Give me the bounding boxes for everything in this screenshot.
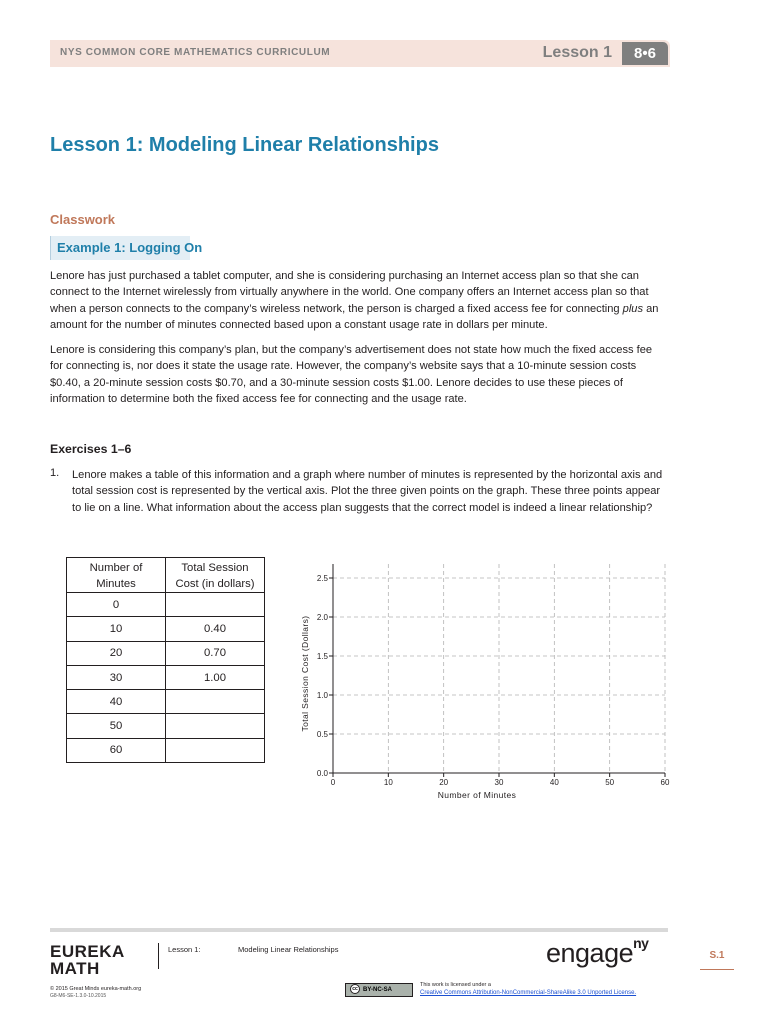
minutes-header: Number of Minutes [67,558,166,593]
y-tick-label: 1.5 [316,652,328,661]
x-tick-label: 0 [330,778,336,787]
x-tick-label: 50 [605,778,615,787]
table-row [67,738,265,762]
page-title: Lesson 1: Modeling Linear Relationships [50,134,439,156]
cost-cell[interactable] [166,593,265,617]
paragraph-2: Lenore is considering this company’s plan, but the company’s advertisement does not state how much the fixed access fee for connecting is, nor does it state the usage rate. However, the company’s website says that a 10-minute session costs $0.40, a 20-minute session costs $0.70, and a 30-minute session costs $1.00. Lenore decides to use these pieces of information to determine both the fixed access fee for connecting and the usage rate. [50,344,653,406]
x-axis-label: Number of Minutes [437,790,517,800]
footer-lesson-label: Lesson 1: [168,945,201,954]
minutes-cell: 30 [67,665,166,689]
footer-rule [50,928,668,932]
x-tick-label: 40 [549,778,559,787]
x-tick-label: 20 [439,778,449,787]
minutes-cell: 40 [67,690,166,714]
table-row [67,665,265,689]
x-tick-label: 30 [494,778,504,787]
minutes-cell: 50 [67,714,166,738]
y-tick-label: 2.5 [316,574,328,583]
paragraph-1-after: an amount for the number of minutes connected based upon a constant usage rate in dollars per minute. [50,302,659,332]
footer-divider [158,943,159,969]
eureka-math-logo: EUREKA MATH [50,942,125,978]
example-box [50,236,203,260]
table-row [67,690,265,714]
page-number: S.1 [700,950,734,970]
license-link[interactable]: Creative Commons Attribution-NonCommercial-ShareAlike 3.0 Unported License. [420,990,637,996]
x-tick-label: 10 [383,778,393,787]
paragraph-1 [50,268,668,334]
table-header-row [67,558,265,593]
example-title: Example 1: Logging On [57,240,203,255]
cost-cell[interactable] [166,690,265,714]
question-text: Lenore makes a table of this information and a graph where number of minutes is represented by the horizontal axis and total session cost is represented by the vertical axis. Plot the three given points on the graph. These three points appear to lie on a line. What information about the access plan suggests that the correct model is indeed a linear relationship? [72,469,663,514]
x-tick-label: 60 [660,778,670,787]
header-bar [50,40,670,67]
cc-icon: cc [350,984,360,994]
paragraph-1-before: Lenore has just purchased a tablet computer, and she is considering purchasing an Internet access plan so that she can connect to the Internet wirelessly from virtually anywhere in the world. One company offers an Internet access plan so that when a person connects to the company’s wireless network, the person is charged a fixed access fee for connecting [50,270,649,315]
cost-cell: 1.00 [166,665,265,689]
minutes-cell: 20 [67,641,166,665]
cost-cell[interactable] [166,738,265,762]
cc-license-badge: cc BY-NC-SA [345,983,413,997]
data-table [66,557,265,763]
y-tick-label: 1.0 [316,691,328,700]
y-tick-label: 2.0 [316,613,328,622]
cost-header: Total Session Cost (in dollars) [166,558,265,593]
footer-lesson-title: Modeling Linear Relationships [238,945,339,954]
minutes-cell: 60 [67,738,166,762]
minutes-cell: 0 [67,593,166,617]
license-text: This work is licensed under a [420,982,491,988]
exercises-heading: Exercises 1–6 [50,442,132,456]
paragraph-1-italic: plus [622,302,644,315]
table-row [67,617,265,641]
cost-cell: 0.40 [166,617,265,641]
y-axis-label: Total Session Cost (Dollars) [300,615,310,732]
copyright-text: © 2015 Great Minds eureka-math.org [50,986,142,992]
document-code: G8-M6-SE-1.3.0-10.2015 [50,993,107,999]
table-row [67,593,265,617]
question-number: 1. [50,467,60,479]
cost-graph[interactable] [292,552,672,804]
cost-cell: 0.70 [166,641,265,665]
minutes-cell: 10 [67,617,166,641]
engageny-logo: engage$^{ny}$ [546,935,649,968]
table-row [67,714,265,738]
curriculum-title: NYS COMMON CORE MATHEMATICS CURRICULUM [60,47,331,58]
y-tick-label: 0.0 [316,769,328,778]
classwork-heading: Classwork [50,212,116,227]
header-lesson: Lesson 1 [542,44,612,61]
y-tick-label: 0.5 [316,730,328,739]
table-row [67,641,265,665]
grade-module-badge: 8•6 [622,42,668,65]
cost-cell[interactable] [166,714,265,738]
